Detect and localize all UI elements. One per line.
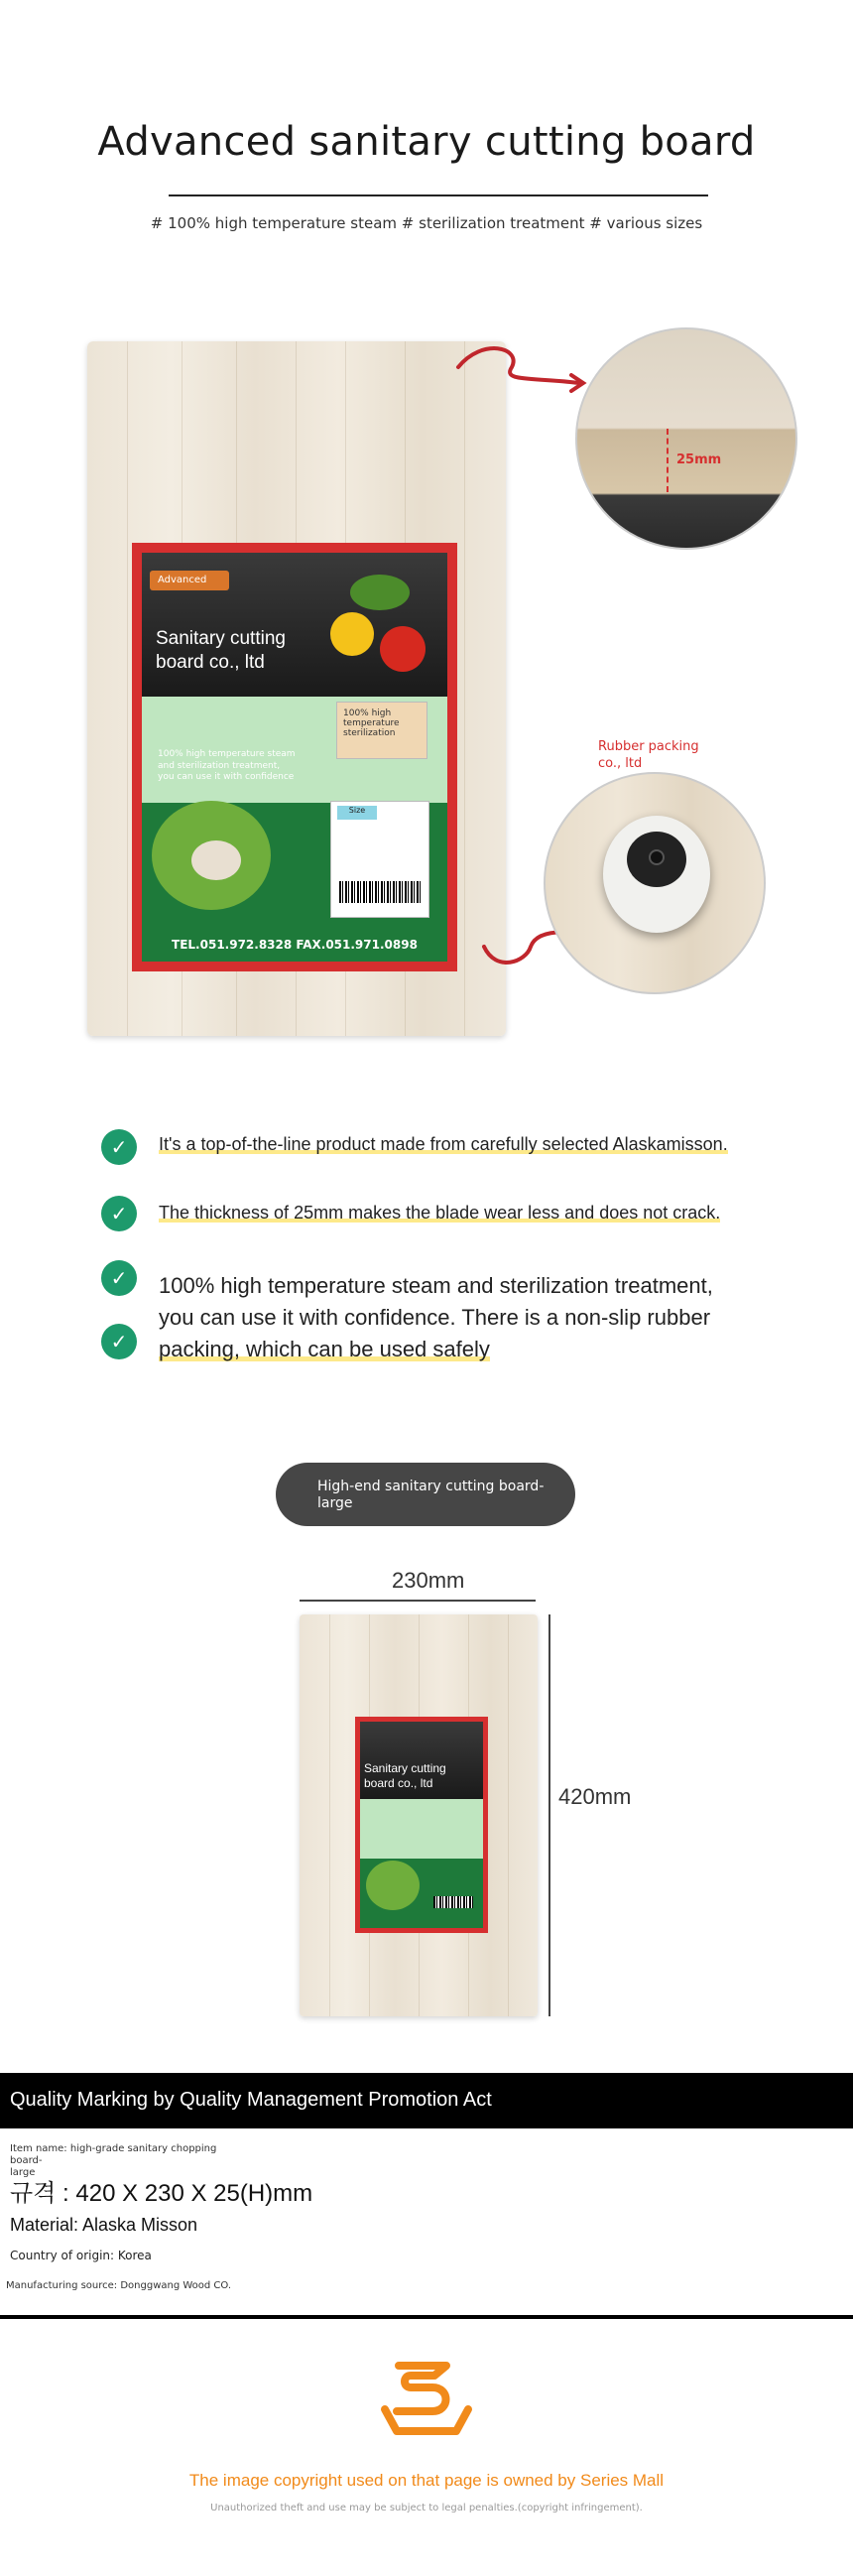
cutting-board-image [87,341,506,1036]
barcode [339,881,423,903]
size-variant-pill: High-end sanitary cutting board- large [276,1463,575,1526]
check-icon: ✓ [101,1129,137,1165]
label-tel: TEL.051.972.8328 FAX.051.971.0898 [172,938,418,952]
ribbon-banner: Advanced [150,571,229,590]
rubber-packing-label: Rubber packing co., ltd [598,739,699,771]
height-dimension-line [548,1614,550,2016]
arrow-icon [452,337,591,397]
copyright-warning: Unauthorized theft and use may be subject to legal penalties.(copyright infringement). [210,2503,643,2513]
label-blurb: 100% high temperature steam and sterilization treatment, you can use it with confidence [158,749,296,783]
copyright-notice: The image copyright used on that page is owned by Series Mall [188,2471,665,2490]
width-dimension: 230mm [392,1568,465,1593]
label-brand: Sanitary cutting board co., ltd [156,628,286,673]
cutting-board-large-image [300,1614,538,2016]
origin-text: Country of origin: Korea [10,2249,152,2262]
title-divider [169,194,708,196]
vegetable-icon [191,840,241,880]
height-dimension: 420mm [558,1784,632,1809]
page-title: Advanced sanitary cutting board [97,119,756,165]
check-icon: ✓ [101,1196,137,1231]
feature-text: The thickness of 25mm makes the blade wear less and does not crack. [159,1203,721,1223]
section-divider [0,2315,853,2319]
width-dimension-line [300,1600,536,1602]
vegetable-icon [350,575,410,610]
page-subtitle: # 100% high temperature steam # sterilization treatment # various sizes [150,214,703,232]
product-label-small: Sanitary cutting board co., ltd [355,1717,488,1933]
check-icon: ✓ [101,1324,137,1359]
feature-text: It's a top-of-the-line product made from carefully selected Alaskamisson. [159,1134,728,1154]
info-card: Size [330,801,429,918]
vegetable-icon [330,612,374,656]
spec-text: 규격 : 420 X 230 X 25(H)mm [10,2180,313,2207]
item-name: Item name: high-grade sanitary chopping board- large [10,2143,217,2178]
material-text: Material: Alaska Misson [10,2215,198,2235]
thickness-detail-image [575,327,797,550]
feature-text: 100% high temperature steam and sterilization treatment, you can use it with confidence. There is a non-slip rubber packing, which can be used safely [159,1273,713,1361]
product-label [132,543,457,971]
check-icon: ✓ [101,1260,137,1296]
rubber-packing-image [544,772,766,994]
thickness-label: 25mm [676,452,722,467]
vegetable-icon [380,626,426,672]
series-mall-logo-icon [377,2360,476,2439]
quality-section-title: Quality Marking by Quality Management Promotion Act [0,2073,853,2128]
label-card: 100% high temperature sterilization [336,702,427,759]
manufacturer-text: Manufacturing source: Donggwang Wood CO. [6,2280,232,2291]
